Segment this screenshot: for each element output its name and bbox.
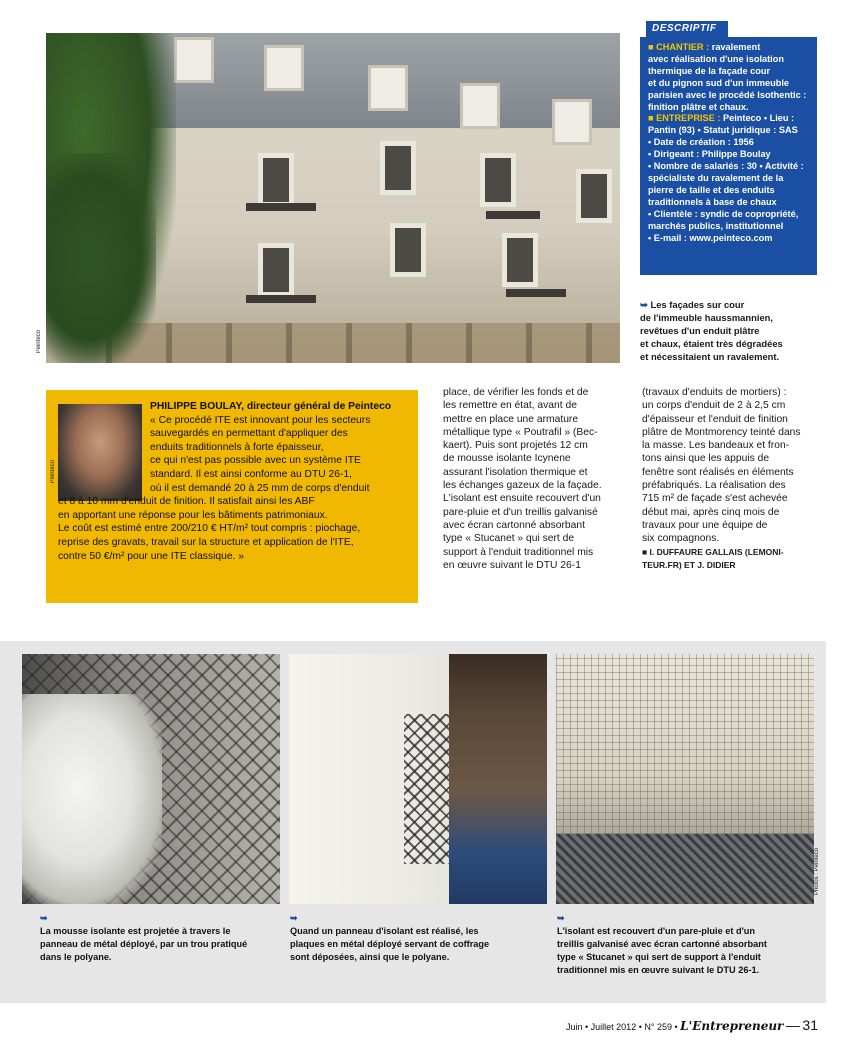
balcony xyxy=(486,211,540,219)
arrow-bullet-icon: ➥ xyxy=(557,913,565,923)
desc-line: • Clientèle : syndic de copropriété, xyxy=(648,208,799,219)
window xyxy=(576,169,612,223)
photo-caption-2: ➥ Quand un panneau d'isolant est réalisé, les plaques en métal déployé servant de coffrage sont déposées, ainsi que le polyane. xyxy=(290,913,490,962)
dormer-window xyxy=(368,65,408,111)
desc-line: finition plâtre et chaux. xyxy=(648,101,749,112)
photo-stucanet xyxy=(556,654,814,904)
photo-caption-1: ➥ La mousse isolante est projetée à travers le panneau de métal déployé, par un trou pratiqué dans le polyane. xyxy=(40,913,248,962)
window xyxy=(390,223,426,277)
window xyxy=(502,233,538,287)
page-footer xyxy=(566,1017,818,1033)
desc-line: ■ CHANTIER : ravalement xyxy=(648,42,761,52)
desc-line: Pantin (93) • Statut juridique : SAS xyxy=(648,125,798,136)
photo-credit: Peinteco xyxy=(36,330,42,354)
desc-line: • Nombre de salariés : 30 • Activité : xyxy=(648,161,804,172)
magazine-brand: L'Entrepreneur xyxy=(680,1019,784,1033)
author-signature: ■ I. DUFFAURE GALLAIS (LEMONI- xyxy=(642,546,784,557)
quote-text: PHILIPPE BOULAY, directeur général de Peinteco « Ce procédé ITE est innovant pour les secteurs sauvegardés en permettant d'appliquer des enduits traditionnels à forte épaisseur, ce qui n'est pas possible avec un système ITE standard. Il est ainsi conforme au DTU 26-1, où il est demandé 20 à 25 mm de corps d'enduit et 8 à 10 mm d'enduit de finition. Il satisfait ainsi les ABF en apportant une réponse pour les bâtiments patrimoniaux. Le coût est estimé entre 200/210 € HT/m² tout compris : piochage, reprise des gravats, travail sur la structure et application de l'ITE, contre 50 €/m² pour une ITE classique. » xyxy=(58,401,392,562)
desc-line: traditionnels à base de chaux xyxy=(648,196,777,207)
desc-line: spécialiste du ravalement de la xyxy=(648,172,784,183)
facade-photo xyxy=(46,33,620,363)
photo-panel-removal xyxy=(289,654,547,904)
arrow-bullet-icon: ➥ xyxy=(40,913,48,923)
desc-line: • E-mail : www.peinteco.com xyxy=(648,232,773,243)
author-signature: TEUR.FR) ET J. DIDIER xyxy=(642,559,736,570)
window xyxy=(258,153,294,207)
arrow-bullet-icon: ➥ xyxy=(290,913,298,923)
desc-line: marchés publics, institutionnel xyxy=(648,220,784,231)
balcony xyxy=(506,289,566,297)
photo-caption-3: ➥ L'isolant est recouvert d'un pare-pluie et d'un treillis galvanisé avec écran cartonné absorbant type « Stucanet » qui sert de support à l'enduit traditionnel mis en œuvre suivant le DTU 26-1. xyxy=(557,913,767,975)
scaffolding xyxy=(106,323,620,363)
balcony xyxy=(246,295,316,303)
desc-line: thermique de la façade cour xyxy=(648,65,771,76)
page-number: 31 xyxy=(802,1017,818,1033)
desc-line: parisien avec le procédé Isothentic : xyxy=(648,89,807,100)
mesh-layer xyxy=(556,834,814,904)
descriptif-tag: DESCRIPTIF xyxy=(646,21,728,37)
desc-line: • Dirigeant : Philippe Boulay xyxy=(648,149,771,160)
dormer-window xyxy=(460,83,500,129)
worker xyxy=(449,654,547,904)
dormer-window xyxy=(552,99,592,145)
quote-box xyxy=(46,390,418,603)
window xyxy=(480,153,516,207)
balcony xyxy=(246,203,316,211)
desc-line: avec réalisation d'une isolation xyxy=(648,53,784,64)
footer-dash: — xyxy=(785,1017,800,1033)
desc-line: ■ ENTREPRISE : Peinteco • Lieu : xyxy=(648,113,795,124)
speaker-name: PHILIPPE BOULAY xyxy=(150,401,242,412)
worker xyxy=(22,694,162,904)
desc-line: pierre de taille et des enduits xyxy=(648,184,775,195)
arrow-bullet-icon: ➥ xyxy=(640,299,651,310)
speaker-role: , directeur général de Peinteco xyxy=(241,401,392,412)
dormer-window xyxy=(264,45,304,91)
tree xyxy=(46,153,156,363)
window xyxy=(380,141,416,195)
main-photo-caption: ➥ Les façades sur cour de l'immeuble haussmannien, revêtues d'un enduit plâtre et chaux, étaient très dégradées et nécessitaient un ravalement. xyxy=(640,299,783,362)
portrait-credit: Peinteco xyxy=(50,460,56,484)
issue-date: Juin • Juillet 2012 • N° 259 • xyxy=(566,1022,678,1032)
desc-line: • Date de création : 1956 xyxy=(648,137,754,148)
window xyxy=(258,243,294,297)
descriptif-box xyxy=(640,37,817,275)
photos-credit: Photos : Peinteco xyxy=(814,848,820,896)
article-column-2: place, de vérifier les fonds et de les remettre en état, avant de mettre en place une armature métallique type « Poutrafil » (Bec- kaert). Puis sont projetés 12 cm de mousse isolante Icynene assurant l'isolation thermique et les échanges gazeux de la façade. L'isolant est ensuite recouvert d'un pare-pluie et d'un treillis galvanisé avec écran cartonné absorbant type « Stucanet » qui sert de support à l'enduit traditionnel mis en œuvre suivant le DTU 26-1 xyxy=(443,387,602,571)
dormer-window xyxy=(174,37,214,83)
photo-foam-spraying xyxy=(22,654,280,904)
desc-line: et du pignon sud d'un immeuble xyxy=(648,77,790,88)
article-column-3: (travaux d'enduits de mortiers) : un corps d'enduit de 2 à 2,5 cm d'épaisseur et l'enduit de finition plâtre de Montmorency teinté dans la masse. Les bandeaux et fron- tons ainsi que les appuis de fenêtre sont réalisés en éléments préfabriqués. La réalisation des 715 m² de façade s'est achevée début mai, après cinq mois de travaux pour une équipe de six compagnons. ■ I. DUFFAURE GALLAIS (LEMONI- TEUR.FR) ET J. DIDIER xyxy=(642,387,801,570)
